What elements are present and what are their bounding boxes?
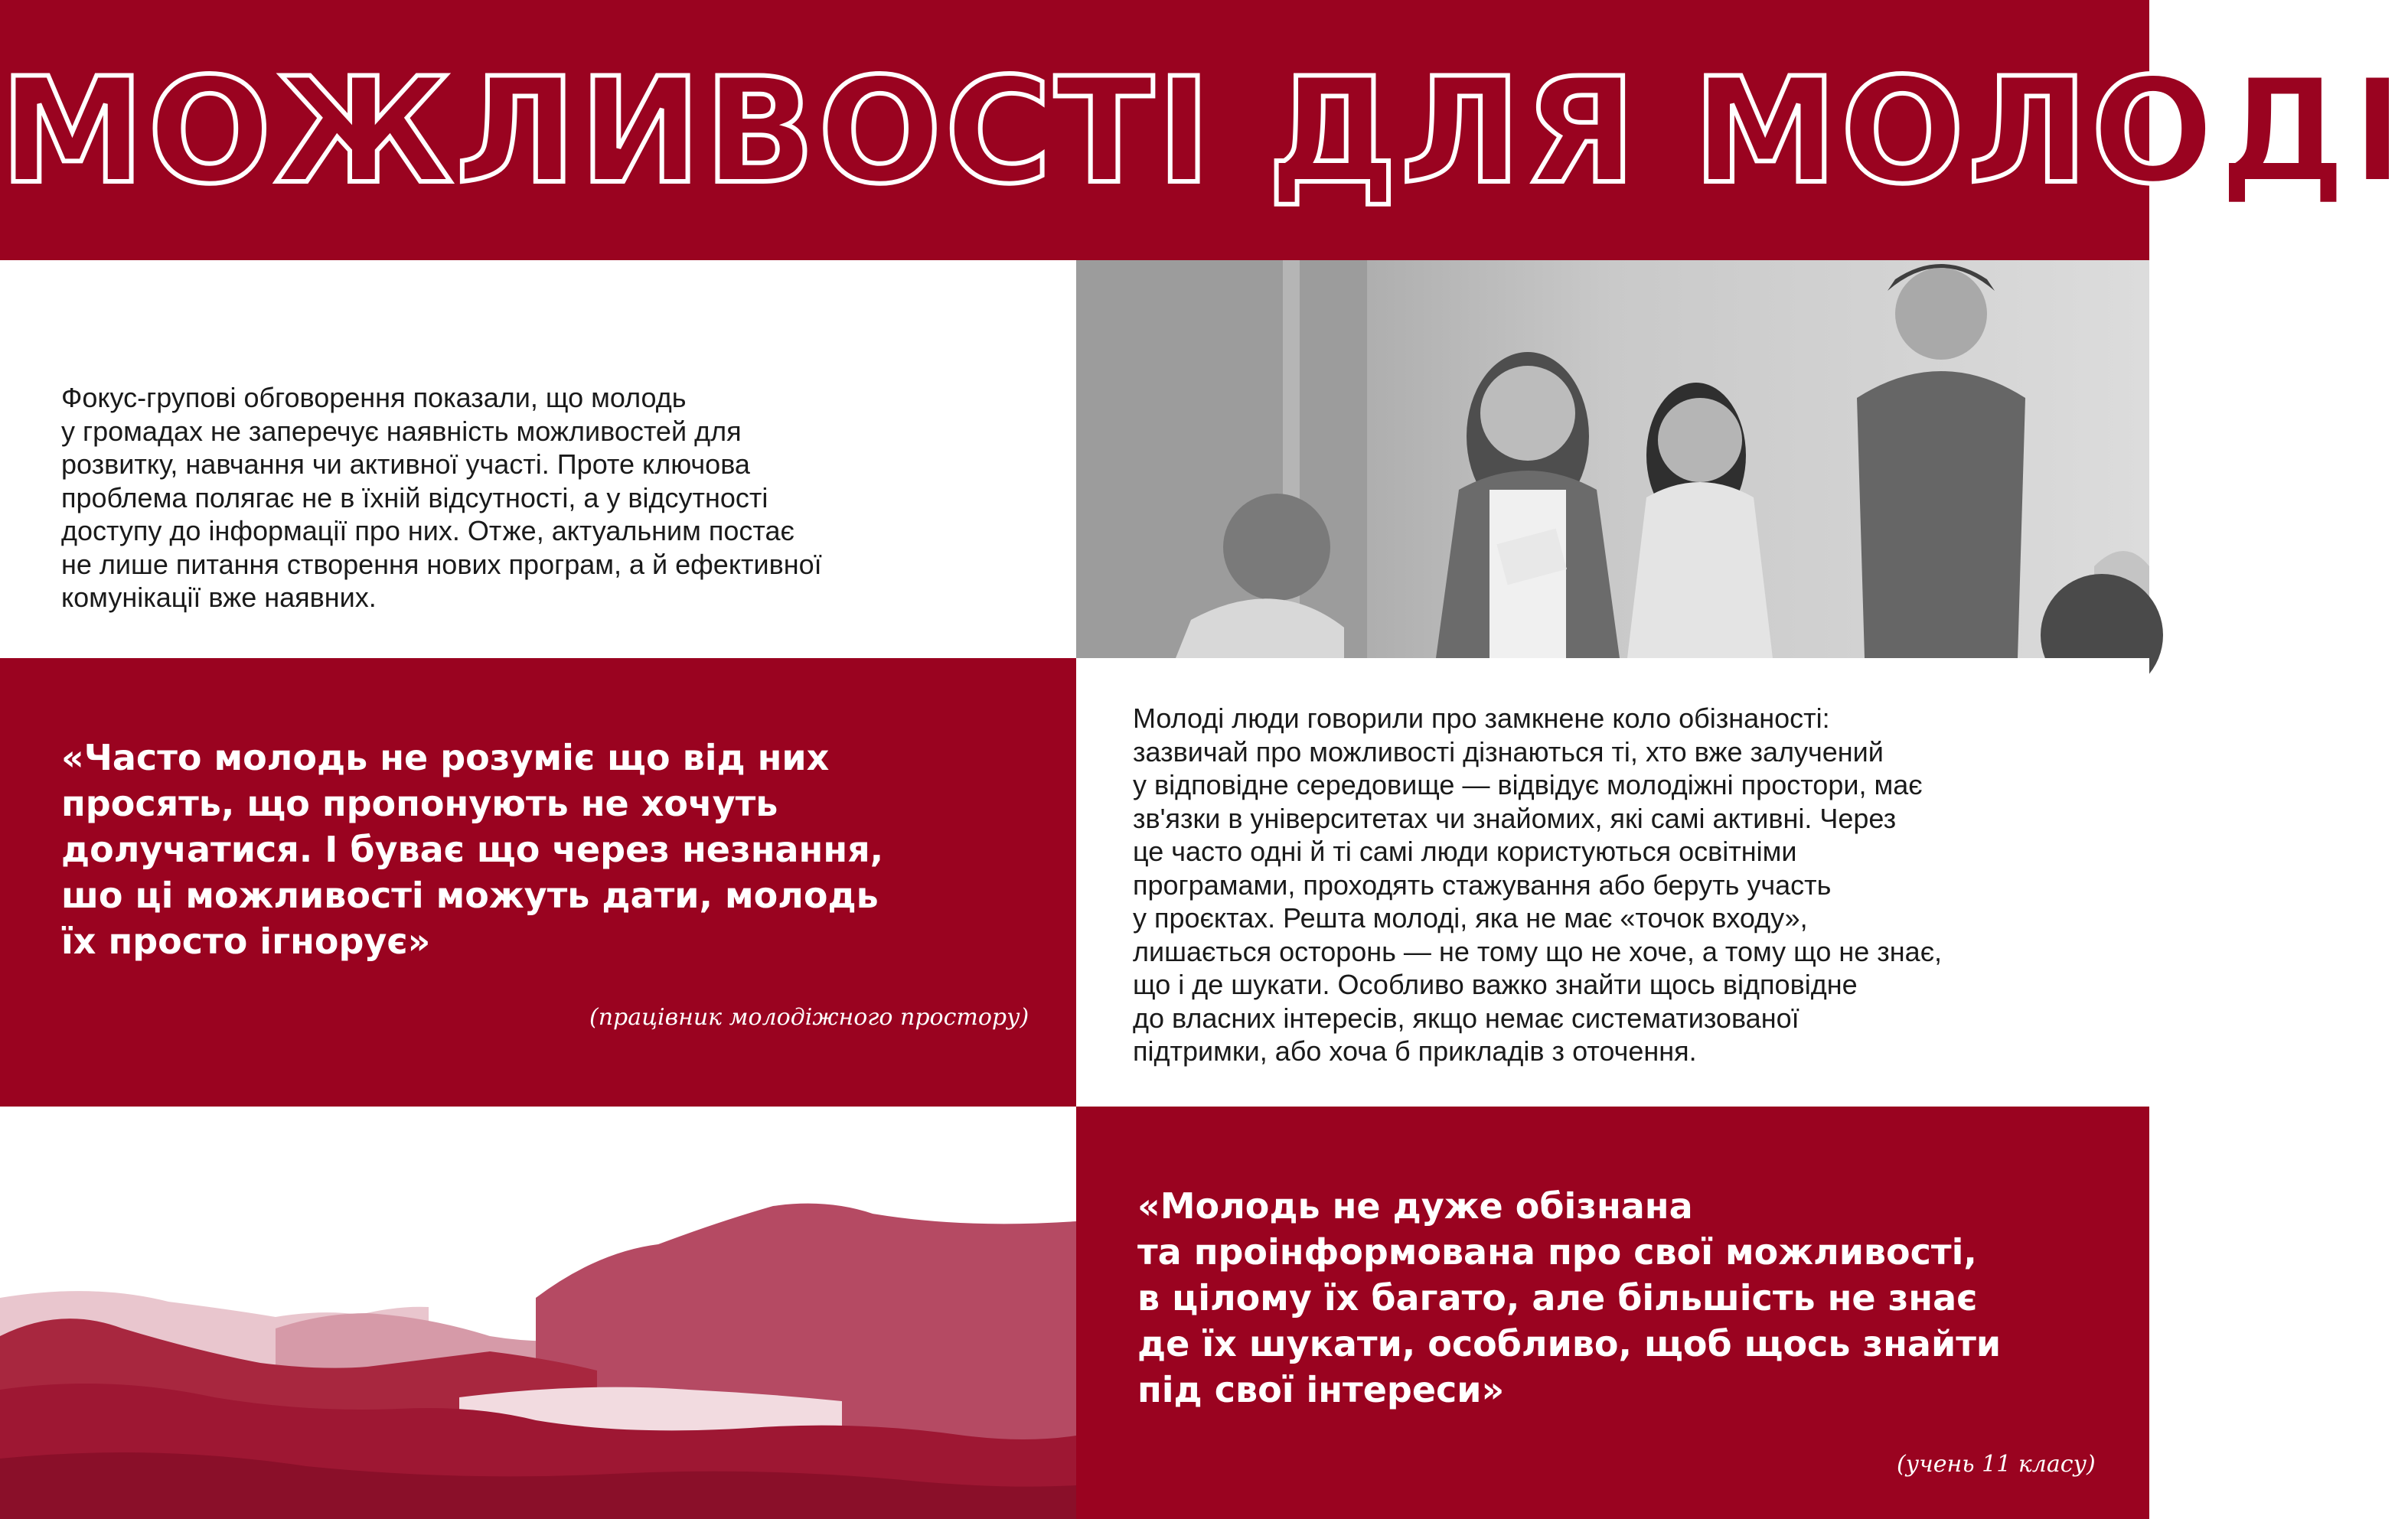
intro-paragraph: Фокус-групові обговорення показали, що молодь у громадах не заперечує наявність можливостей для розвитку, навчання чи активної участі. Проте ключова проблема полягає не в їхній відсутності, а у відсутності доступу до інформації про них. Отже, актуальним постає не лише питання створення нових програм, а й ефективної комунікації вже наявних.	[61, 382, 822, 613]
page-title: МОЖЛИВОСТІ ДЛЯ МОЛОДІ	[0, 47, 2408, 216]
intro-section	[0, 260, 1076, 658]
students-photo	[1076, 260, 2149, 658]
mountains-photo-graphic	[0, 1107, 1076, 1519]
paragraph-2-text: Молоді люди говорили про замкнене коло обізнаності: зазвичай про можливості дізнаються ті, хто вже залучений у відповідне середовище — відвідує молодіжні простори, має зв'язки в університетах чи знайомих, які самі активні. Через це часто одні й ті самі люди користуються освітніми програмами, проходять стажування або беруть участь у проєктах. Решта молоді, яка не має «точок входу», лишається осторонь — не тому що не хоче, а тому що не знає, що і де шукати. Особливо важко знайти щось відповідне до власних інтересів, якщо немає систематизованої підтримки, або хоча б прикладів з оточення.	[1133, 702, 1943, 1067]
students-photo-graphic	[1076, 260, 2149, 658]
quote-1-text: «Часто молодь не розуміє що від них просять, що пропонують не хочуть долучатися. І буває що через незнання, шо ці можливості можуть дати, молодь їх просто ігнорує»	[61, 737, 884, 962]
quote-2-section	[1076, 1107, 2149, 1519]
quote-1-section	[0, 658, 1076, 1107]
quote-2-attribution: (учень 11 класу)	[1897, 1451, 2096, 1478]
header-banner	[0, 0, 2408, 260]
quote-1-attribution: (працівник молодіжного простору)	[589, 1004, 1029, 1031]
mountains-photo	[0, 1107, 1076, 1519]
paragraph-2-section	[1076, 658, 2149, 1107]
quote-2-text: «Молодь не дуже обізнана та проінформована про свої можливості, в цілому їх багато, але більшість не знає де їх шукати, особливо, щоб щось знайти під свої інтереси»	[1137, 1185, 2002, 1410]
